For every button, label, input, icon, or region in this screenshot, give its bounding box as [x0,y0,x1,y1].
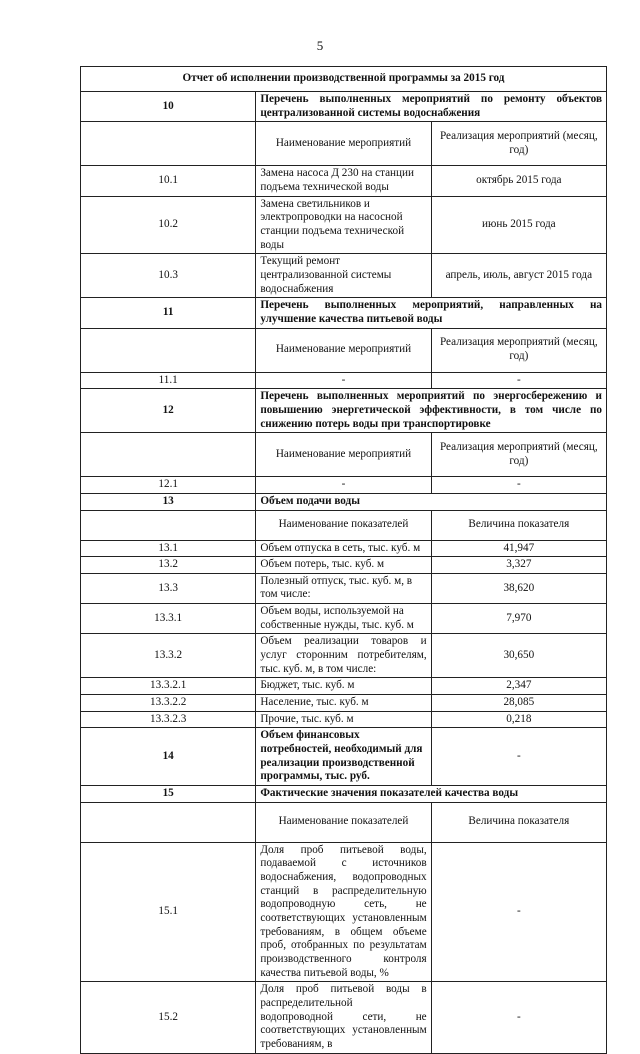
row-name: Доля проб питьевой воды в распределительной водопроводной сети, не соответствующих установленным требованиям, в [256,982,431,1053]
row-value: - [431,982,606,1053]
table-row [81,254,607,298]
empty-cell [81,122,256,166]
row-name: Объем потерь, тыс. куб. м [256,557,431,574]
table-row [81,634,607,678]
column-header-row [81,122,607,166]
row-name: Замена насоса Д 230 на станции подъема технической воды [256,166,431,196]
row-name: Объем воды, используемой на собственные нужды, тыс. куб. м [256,604,431,634]
column-header-value: Величина показателя [431,510,606,540]
table-row [81,166,607,196]
table-row [81,196,607,254]
section-number: 11 [81,298,256,328]
row-name: Объем отпуска в сеть, тыс. куб. м [256,540,431,557]
column-header-value: Реализация мероприятий (месяц, год) [431,122,606,166]
column-header-row [81,433,607,477]
row-number: 13.1 [81,540,256,557]
section-title: Перечень выполненных мероприятий, направленных на улучшение качества питьевой воды [256,298,607,328]
section-number: 12 [81,389,256,433]
column-header-row [81,510,607,540]
column-header-name: Наименование показателей [256,802,431,842]
row-number: 11.1 [81,372,256,389]
column-header-name: Наименование мероприятий [256,122,431,166]
column-header-row [81,802,607,842]
table-row [81,678,607,695]
section-header-12 [81,389,607,433]
section-header-14 [81,728,607,786]
table-row [81,573,607,603]
column-header-name: Наименование мероприятий [256,328,431,372]
table-row [81,540,607,557]
row-name: Текущий ремонт централизованной системы водоснабжения [256,254,431,298]
table-row [81,372,607,389]
empty-cell [81,328,256,372]
row-number: 10.1 [81,166,256,196]
row-value: - [431,842,606,982]
row-value: - [431,728,606,786]
row-value: 38,620 [431,573,606,603]
row-name: - [256,477,431,494]
column-header-row [81,328,607,372]
row-value: 0,218 [431,711,606,728]
row-value: 7,970 [431,604,606,634]
table-row [81,477,607,494]
column-header-value: Реализация мероприятий (месяц, год) [431,328,606,372]
row-value: 3,327 [431,557,606,574]
row-number: 13.3 [81,573,256,603]
row-name: Доля проб питьевой воды, подаваемой с источников водоснабжения, водопроводных станций в распределительную водопроводную сеть, не соответствующих установленным требованиям, в общем объеме проб, отобранных по результатам производственного контроля качества питьевой воды, % [256,842,431,982]
table-row [81,557,607,574]
section-title: Объем финансовых потребностей, необходимый для реализации производственной программы, тыс. руб. [256,728,431,786]
column-header-name: Наименование мероприятий [256,433,431,477]
table-row [81,711,607,728]
report-title: Отчет об исполнении производственной программы за 2015 год [81,67,607,92]
section-number: 13 [81,493,256,510]
section-title: Фактические значения показателей качества воды [256,786,607,803]
empty-cell [81,802,256,842]
title-row [81,67,607,92]
row-value: 30,650 [431,634,606,678]
row-number: 12.1 [81,477,256,494]
row-name: Замена светильников и электропроводки на насосной станции подъема технической воды [256,196,431,254]
section-number: 15 [81,786,256,803]
row-value: октябрь 2015 года [431,166,606,196]
row-name: Бюджет, тыс. куб. м [256,678,431,695]
row-number: 13.2 [81,557,256,574]
row-value: 28,085 [431,695,606,712]
empty-cell [81,510,256,540]
row-number: 13.3.2 [81,634,256,678]
section-title: Объем подачи воды [256,493,607,510]
page-number: 5 [316,38,324,53]
row-number: 13.3.2.2 [81,695,256,712]
section-header-13 [81,493,607,510]
section-number: 10 [81,92,256,122]
row-name: Население, тыс. куб. м [256,695,431,712]
empty-cell [81,433,256,477]
row-number: 13.3.2.1 [81,678,256,695]
column-header-name: Наименование показателей [256,510,431,540]
table-row [81,604,607,634]
row-value: - [431,372,606,389]
row-value: 41,947 [431,540,606,557]
row-number: 13.3.2.3 [81,711,256,728]
table-row [81,695,607,712]
row-value: - [431,477,606,494]
section-number: 14 [81,728,256,786]
row-value: 2,347 [431,678,606,695]
row-name: Объем реализации товаров и услуг сторонним потребителям, тыс. куб. м, в том числе: [256,634,431,678]
row-name: Прочие, тыс. куб. м [256,711,431,728]
row-value: июнь 2015 года [431,196,606,254]
column-header-value: Реализация мероприятий (месяц, год) [431,433,606,477]
table-row [81,842,607,982]
section-header-11 [81,298,607,328]
row-number: 15.2 [81,982,256,1053]
section-header-15 [81,786,607,803]
row-number: 10.2 [81,196,256,254]
row-number: 15.1 [81,842,256,982]
row-number: 10.3 [81,254,256,298]
column-header-value: Величина показателя [431,802,606,842]
row-name: - [256,372,431,389]
row-value: апрель, июль, август 2015 года [431,254,606,298]
section-title: Перечень выполненных мероприятий по энергосбережению и повышению энергетической эффективности, в том числе по снижению потерь воды при транспортировке [256,389,607,433]
row-name: Полезный отпуск, тыс. куб. м, в том числе: [256,573,431,603]
report-table [80,66,607,1054]
row-number: 13.3.1 [81,604,256,634]
section-header-10 [81,92,607,122]
section-title: Перечень выполненных мероприятий по ремонту объектов централизованной системы водоснабжения [256,92,607,122]
table-row [81,982,607,1053]
